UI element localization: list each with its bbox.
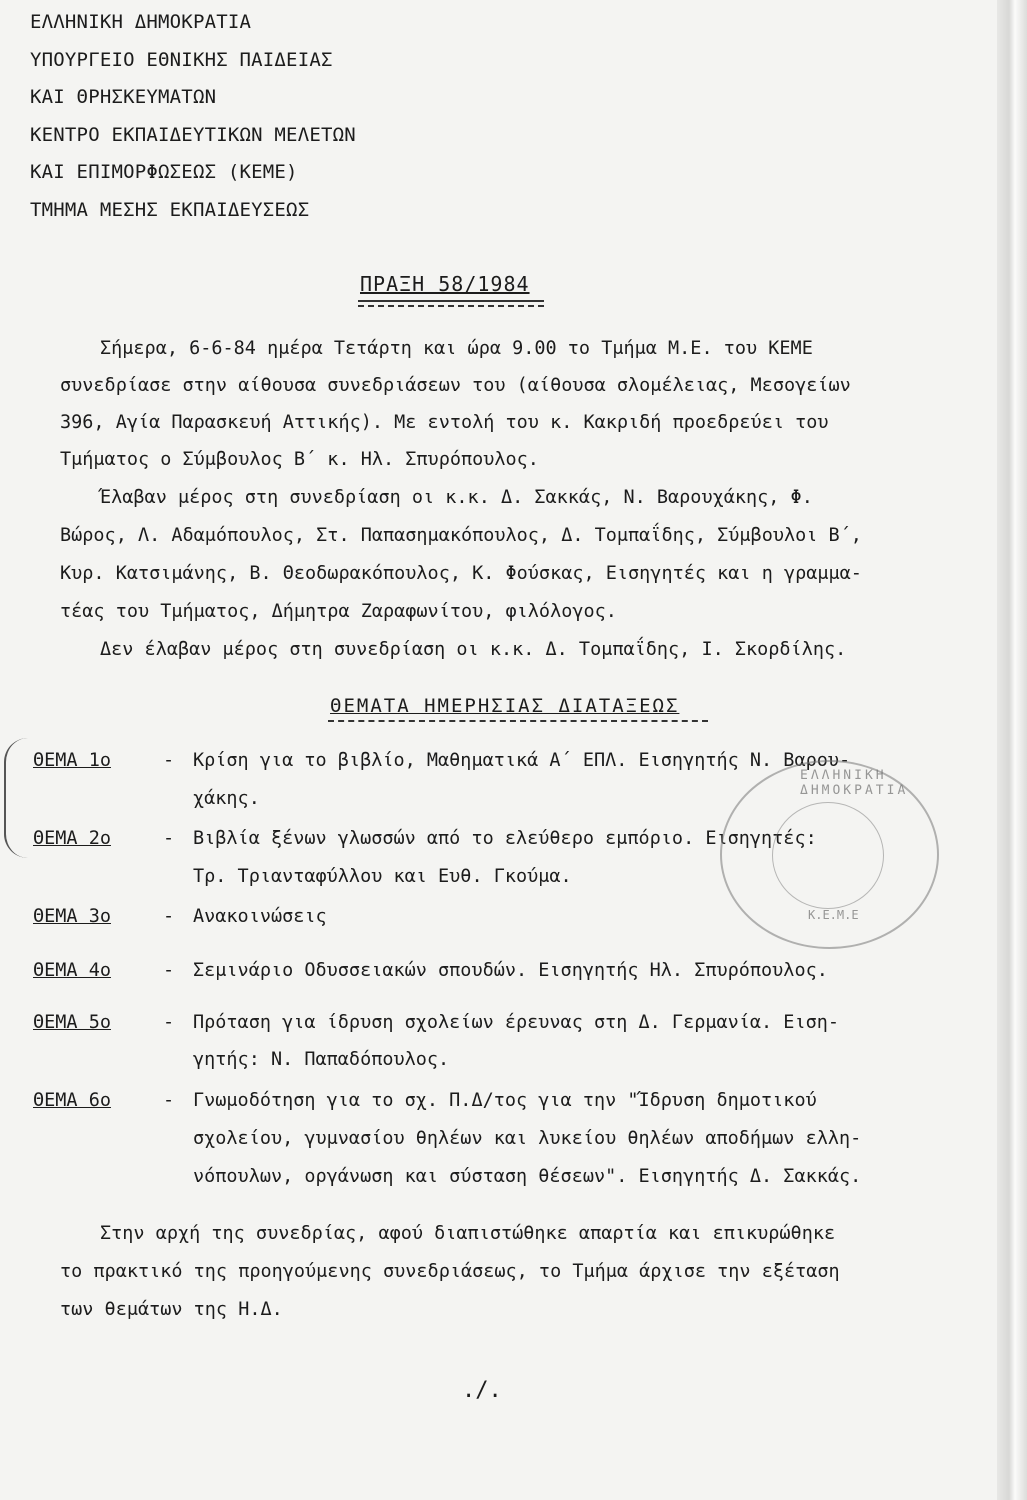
letterhead-line: ΚΑΙ ΘΡΗΣΚΕΥΜΑΤΩΝ (30, 86, 217, 108)
continuation-mark: ./. (462, 1378, 502, 1403)
agenda-item (33, 1012, 839, 1033)
letterhead (30, 4, 356, 229)
agenda-item-continuation: Τρ. Τριανταφύλλου και Ευθ. Γκούμα. (193, 866, 572, 887)
official-stamp (720, 760, 939, 949)
agenda-item (33, 1090, 817, 1111)
intro-line: Τμήματος ο Σύμβουλος Β΄ κ. Ηλ. Σπυρόπουλος. (60, 449, 539, 470)
agenda-item-dash: - (163, 1012, 175, 1033)
document-title: ΠΡΑΞΗ 58/1984 (360, 272, 530, 296)
agenda-item-text: Κρίση για το βιβλίο, Μαθηματικά Α΄ ΕΠΛ. Εισηγητής Ν. Βαρου- (193, 750, 851, 771)
agenda-item-dash: - (163, 906, 175, 927)
agenda-item-key: ΘΕΜΑ 3ο (33, 906, 111, 927)
letterhead-line: ΚΕΝΤΡΟ ΕΚΠΑΙΔΕΥΤΙΚΩΝ ΜΕΛΕΤΩΝ (30, 123, 356, 146)
agenda-item-dash: - (163, 1090, 175, 1111)
agenda-underline (328, 720, 708, 722)
stamp-code: Κ.Ε.Μ.Ε (808, 908, 859, 922)
intro-line: συνεδρίασε στην αίθουσα συνεδριάσεων του (αίθουσα σλομέλειας, Μεσογείων (60, 375, 851, 396)
stamp-emblem (772, 802, 884, 909)
closing-line: των θεμάτων της Η.Δ. (60, 1299, 283, 1320)
agenda-item-text: Γνωμοδότηση για το σχ. Π.Δ/τος για την "Ίδρυση δημοτικού (193, 1090, 817, 1111)
agenda-item-dash: - (163, 750, 175, 771)
intro-line: Έλαβαν μέρος στη συνεδρίαση οι κ.κ. Δ. Σακκάς, Ν. Βαρουχάκης, Φ. (100, 487, 813, 508)
letterhead-line: ΤΜΗΜΑ ΜΕΣΗΣ ΕΚΠΑΙΔΕΥΣΕΩΣ (30, 198, 310, 221)
agenda-item-key: ΘΕΜΑ 5ο (33, 1012, 111, 1033)
margin-bracket (4, 738, 28, 858)
closing-line: το πρακτικό της προηγούμενης συνεδριάσεως, το Τμήμα άρχισε την εξέταση (60, 1261, 840, 1282)
page-edge (997, 0, 1027, 1500)
agenda-title: ΘΕΜΑΤΑ ΗΜΕΡΗΣΙΑΣ ΔΙΑΤΑΞΕΩΣ (330, 695, 680, 717)
intro-line: 396, Αγία Παρασκευή Αττικής). Με εντολή του κ. Κακριδή προεδρεύει του (60, 412, 829, 433)
agenda-item (33, 828, 817, 849)
letterhead-line: ΥΠΟΥΡΓΕΙΟ ΕΘΝΙΚΗΣ ΠΑΙΔΕΙΑΣ (30, 48, 333, 71)
title-underline-dashed (358, 305, 544, 307)
agenda-item-key: ΘΕΜΑ 4ο (33, 960, 111, 981)
letterhead-line: ΕΛΛΗΝΙΚΗ ΔΗΜΟΚΡΑΤΙΑ (30, 11, 252, 33)
agenda-item-key: ΘΕΜΑ 6ο (33, 1090, 111, 1111)
agenda-item-dash: - (163, 828, 175, 849)
agenda-item-text: Σεμινάριο Οδυσσειακών σπουδών. Εισηγητής Ηλ. Σπυρόπουλος. (193, 960, 828, 981)
agenda-item (33, 960, 828, 981)
agenda-item-continuation: νόπουλων, οργάνωση και σύσταση θέσεων". Εισηγητής Δ. Σακκάς. (193, 1166, 862, 1187)
agenda-item (33, 906, 327, 927)
agenda-item-continuation: γητής: Ν. Παπαδόπουλος. (193, 1049, 450, 1070)
letterhead-line: ΚΑΙ ΕΠΙΜΟΡΦΩΣΕΩΣ (ΚΕΜΕ) (30, 161, 298, 183)
intro-line: Δεν έλαβαν μέρος στη συνεδρίαση οι κ.κ. Δ. Τομπαΐδης, Ι. Σκορδίλης. (100, 639, 847, 660)
intro-line: τέας του Τμήματος, Δήμητρα Ζαραφωνίτου, φιλόλογος. (60, 601, 617, 622)
agenda-item-continuation: σχολείου, γυμνασίου θηλέων και λυκείου θηλέων αποδήμων ελλη- (193, 1128, 862, 1149)
stamp-ring-text: ΕΛΛΗΝΙΚΗ ΔΗΜΟΚΡΑΤΙΑ (800, 768, 909, 798)
agenda-item-continuation: χάκης. (193, 788, 260, 809)
agenda-item-key: ΘΕΜΑ 1ο (33, 750, 111, 771)
agenda-item-text: Βιβλία ξένων γλωσσών από το ελεύθερο εμπόριο. Εισηγητές: (193, 828, 817, 849)
agenda-item-text: Ανακοινώσεις (193, 906, 327, 927)
intro-line: Κυρ. Κατσιμάνης, Β. Θεοδωρακόπουλος, Κ. Φούσκας, Εισηγητές και η γραμμα- (60, 563, 862, 584)
intro-line: Σήμερα, 6-6-84 ημέρα Τετάρτη και ώρα 9.00 το Τμήμα Μ.Ε. του ΚΕΜΕ (100, 338, 813, 359)
agenda-item-key: ΘΕΜΑ 2ο (33, 828, 111, 849)
agenda-item-dash: - (163, 960, 175, 981)
agenda-item (33, 750, 850, 771)
title-underline (358, 300, 544, 302)
closing-line: Στην αρχή της συνεδρίας, αφού διαπιστώθηκε απαρτία και επικυρώθηκε (100, 1223, 836, 1244)
agenda-item-text: Πρόταση για ίδρυση σχολείων έρευνας στη Δ. Γερμανία. Ειση- (193, 1012, 840, 1033)
intro-line: Βώρος, Λ. Αδαμόπουλος, Στ. Παπασημακόπουλος, Δ. Τομπαΐδης, Σύμβουλοι Β΄, (60, 525, 862, 546)
